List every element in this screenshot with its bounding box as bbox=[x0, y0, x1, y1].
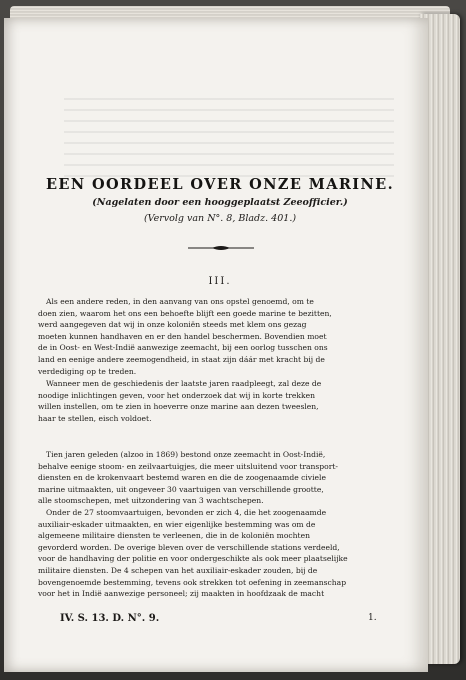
text-line: bovengenoemde bestemming, tevens ook strekken tot oefening in zeemanschap bbox=[38, 577, 347, 587]
text-line: de in Oost- en West-Indië aanwezige zeemacht, bij een oorlog tusschen ons bbox=[38, 343, 328, 353]
paragraph-4 bbox=[38, 507, 398, 600]
text-line: werd aangegeven dat wij in onze koloniën steeds met klem ons gezag bbox=[38, 320, 307, 330]
sheet-number: 1. bbox=[368, 613, 377, 623]
text-line: land en eenige andere zeemogendheid, in staat zijn dáár met kracht bij de bbox=[38, 354, 325, 364]
text-line: auxiliair-eskader uitmaakten, en wier eigenlijke bestemming was om de bbox=[38, 519, 316, 529]
text-line: noodige inlichtingen geven, voor het onderzoek dat wij in korte trekken bbox=[38, 390, 315, 400]
text-line: militaire diensten. De 4 schepen van het auxiliair-eskader zouden, bij de bbox=[38, 565, 318, 575]
text-line: Wanneer men de geschiedenis der laatste jaren raadpleegt, zal deze de bbox=[46, 379, 322, 388]
article-subtitle: (Nagelaten door een hooggeplaatst Zeeofficier.) bbox=[92, 197, 348, 208]
text-line: alle stoomschepen, met uitzondering van 3 wachtschepen. bbox=[38, 496, 264, 506]
section-number: III. bbox=[208, 276, 232, 287]
show-through-text bbox=[64, 98, 394, 178]
text-line: Tien jaren geleden (alzoo in 1869) bestond onze zeemacht in Oost-Indië, bbox=[46, 450, 326, 459]
paragraph-3 bbox=[38, 449, 398, 507]
text-line: doen zien, waarom het ons een behoefte blijft een goede marine te bezitten, bbox=[38, 308, 332, 318]
ornament-divider bbox=[188, 245, 254, 251]
paragraph-2 bbox=[38, 378, 398, 424]
text-line: diensten en de krokenvaart bestemd waren en die de zoogenaamde civiele bbox=[38, 473, 326, 483]
text-line: marine uitmaakten, uit ongeveer 30 vaartuigen van verschillende grootte, bbox=[38, 484, 324, 494]
text-line: moeten kunnen handhaven en er den handel beschermen. Bovendien moet bbox=[38, 331, 327, 341]
text-line: haar te stellen, eisch voldoet. bbox=[38, 413, 152, 423]
text-line: algemeene militaire diensten te verleenen, die in de koloniën mochten bbox=[38, 531, 310, 541]
text-line: willen instellen, om te zien in hoeverre onze marine aan dezen tweeslen, bbox=[38, 402, 319, 412]
paragraph-1 bbox=[38, 296, 398, 377]
signature-mark: IV. S. 13. D. N°. 9. bbox=[60, 613, 160, 624]
text-line: Als een andere reden, in den aanvang van ons opstel genoemd, om te bbox=[46, 297, 314, 306]
text-line: voor het in Indië aanwezige personeel; zij maakten in hoofdzaak de macht bbox=[38, 589, 325, 599]
article-title: EEN OORDEEL OVER ONZE MARINE. bbox=[45, 176, 395, 193]
text-line: gevorderd worden. De overige bleven over de verschillende stations verdeeld, bbox=[38, 542, 340, 552]
text-line: verdediging op te treden. bbox=[38, 366, 137, 376]
continuation-note: (Vervolg van N°. 8, Bladz. 401.) bbox=[143, 213, 297, 224]
text-line: Onder de 27 stoomvaartuigen, bevonden er zich 4, die het zoogenaamde bbox=[46, 508, 327, 517]
text-line: behalve eenige stoom- en zeilvaartuigjes, die meer uitsluitend voor transport- bbox=[38, 461, 338, 471]
text-line: voor de handhaving der politie en voor ondergeschikte als ook meer plaatselijke bbox=[38, 554, 348, 564]
